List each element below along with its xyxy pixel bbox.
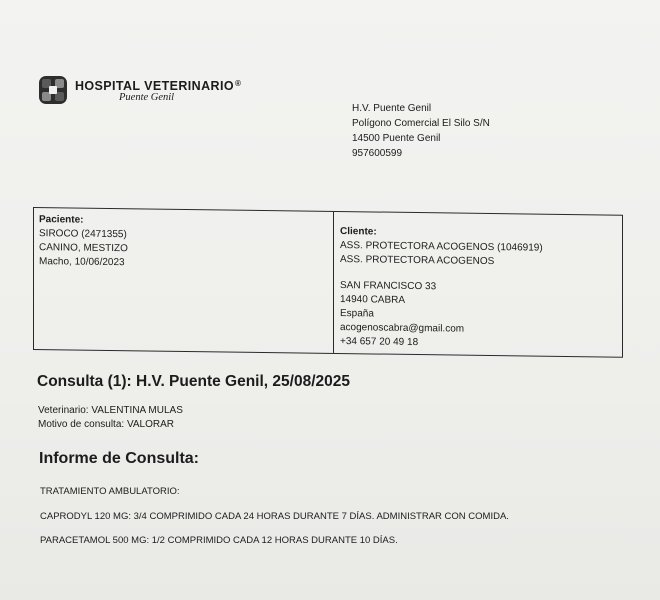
patient-species: CANINO, MESTIZO bbox=[39, 242, 128, 255]
client-name: ASS. PROTECTORA ACOGENOS (1046919) bbox=[340, 240, 543, 254]
client-street: SAN FRANCISCO 33 bbox=[340, 280, 437, 293]
client-country: España bbox=[340, 308, 374, 320]
client-phone: +34 657 20 49 18 bbox=[340, 336, 419, 349]
vet-row bbox=[38, 404, 183, 418]
address-phone: 957600599 bbox=[352, 148, 403, 159]
treatment-header: TRATAMIENTO AMBULATORIO: bbox=[40, 486, 180, 497]
address-line: H.V. Puente Genil bbox=[352, 103, 432, 114]
consulta-title: Consulta (1): H.V. Puente Genil, 25/08/2025 bbox=[37, 373, 350, 390]
vet-label: Veterinario: bbox=[38, 405, 89, 416]
patient-sex-dob: Macho, 10/06/2023 bbox=[39, 256, 125, 269]
client-email: acogenoscabra@gmail.com bbox=[340, 322, 465, 335]
patient-section bbox=[39, 213, 128, 270]
hospital-logo-icon bbox=[38, 75, 68, 105]
address-line: 14500 Puente Genil bbox=[352, 133, 441, 144]
motivo-label: Motivo de consulta: bbox=[38, 419, 125, 430]
patient-client-box bbox=[33, 207, 623, 358]
treatment-line: PARACETAMOL 500 MG: 1/2 COMPRIMIDO CADA 12 HORAS DURANTE 10 DÍAS. bbox=[40, 535, 398, 546]
client-city: 14940 CABRA bbox=[340, 294, 406, 306]
hospital-address bbox=[352, 101, 490, 161]
client-label: Cliente: bbox=[340, 226, 377, 238]
hospital-subtitle: Puente Genil bbox=[119, 92, 175, 103]
consulta-details bbox=[38, 404, 183, 432]
address-line: Polígono Comercial El Silo S/N bbox=[352, 118, 490, 129]
patient-label: Paciente: bbox=[39, 214, 84, 226]
motivo-value: VALORAR bbox=[126, 419, 175, 430]
motivo-row bbox=[38, 418, 183, 432]
hospital-name: HOSPITAL VETERINARIO® bbox=[75, 79, 242, 93]
client-section bbox=[340, 225, 543, 352]
box-divider bbox=[333, 212, 334, 353]
vet-value: VALENTINA MULAS bbox=[91, 405, 183, 416]
hospital-logo bbox=[38, 75, 241, 105]
treatment-line: CAPRODYL 120 MG: 3/4 COMPRIMIDO CADA 24 HORAS DURANTE 7 DÍAS. ADMINISTRAR CON COMIDA. bbox=[40, 511, 509, 522]
client-name-2: ASS. PROTECTORA ACOGENOS bbox=[340, 254, 495, 268]
informe-title: Informe de Consulta: bbox=[39, 450, 200, 467]
patient-name: SIROCO (2471355) bbox=[39, 228, 127, 241]
